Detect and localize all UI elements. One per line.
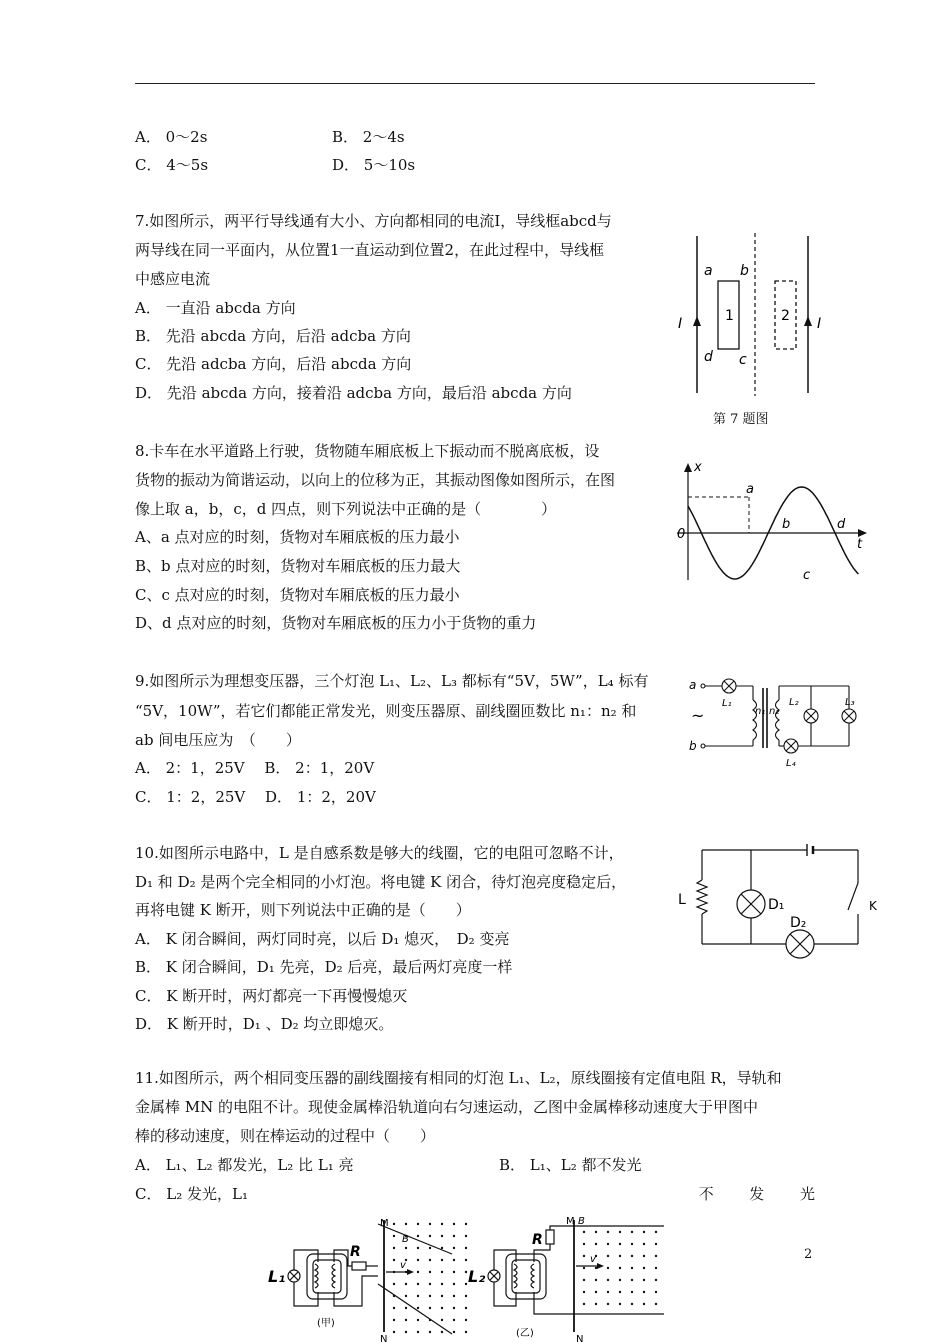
q6-option-a: A． 0～2s [135, 128, 208, 146]
q9-stem-2: “5V，10W”，若它们都能正常发光，则变压器原、副线圈匝数比 n₁：n₂ 和 [135, 702, 637, 720]
q8-label-a: a [746, 482, 754, 497]
field-dot [429, 1223, 431, 1225]
field-dot [631, 1279, 633, 1281]
field-dot [417, 1247, 419, 1249]
field-dot [607, 1303, 609, 1305]
field-dot [643, 1279, 645, 1281]
q9-label-L3: L₃ [845, 697, 855, 708]
field-dot [595, 1267, 597, 1269]
field-dot [441, 1295, 443, 1297]
q9-label-L2: L₂ [789, 697, 799, 708]
field-dot [393, 1307, 395, 1309]
field-dot [655, 1243, 657, 1245]
field-dot [619, 1243, 621, 1245]
q11-option-a: A． L₁、L₂ 都发光，L₂ 比 L₁ 亮 [135, 1156, 354, 1174]
q8-option-c: C、c 点对应的时刻，货物对车厢底板的压力最小 [135, 586, 460, 604]
field-dot [393, 1259, 395, 1261]
q11-option-c-row [135, 1184, 815, 1204]
q11-yi-velocity-arrow [597, 1263, 604, 1269]
q6-option-b: B． 2～4s [332, 128, 405, 146]
field-dot [429, 1259, 431, 1261]
field-dot [655, 1255, 657, 1257]
q11-jia-label-M: M [380, 1218, 389, 1229]
field-dot [453, 1331, 455, 1333]
field-dot [619, 1255, 621, 1257]
field-dot [643, 1291, 645, 1293]
field-dot [405, 1319, 407, 1321]
q11-jia-secondary-coil [315, 1264, 318, 1288]
field-dot [417, 1223, 419, 1225]
field-dot [393, 1331, 395, 1333]
q10-label-D1: D₁ [768, 897, 785, 913]
q8-label-x: x [694, 460, 702, 475]
field-dot [441, 1247, 443, 1249]
q10-stem-1: 10.如图所示电路中，L 是自感系数是够大的线圈，它的电阻可忽略不计， [135, 844, 624, 862]
field-dot [453, 1259, 455, 1261]
q9-terminal-b [701, 744, 705, 748]
field-dot [631, 1255, 633, 1257]
field-dot [583, 1303, 585, 1305]
q11-yi-label-M: M [566, 1216, 575, 1227]
field-dot [631, 1243, 633, 1245]
field-dot [619, 1303, 621, 1305]
field-dot [393, 1247, 395, 1249]
q7-option-d: D． 先沿 abcda 方向，接着沿 adcba 方向，最后沿 abcda 方向 [135, 384, 572, 402]
q11-option-c-char-1: 不 [698, 1185, 714, 1203]
field-dot [643, 1255, 645, 1257]
field-dot [607, 1255, 609, 1257]
field-dot [583, 1255, 585, 1257]
field-dot [655, 1279, 657, 1281]
field-dot [417, 1259, 419, 1261]
q9-terminal-a [701, 684, 705, 688]
field-dot [405, 1223, 407, 1225]
q11-figure-yi [466, 1214, 666, 1344]
q7-label-b: b [740, 263, 749, 279]
q8-label-t: t [857, 537, 863, 552]
field-dot [441, 1271, 443, 1273]
q8-figure [672, 458, 872, 583]
q7-option-b: B． 先沿 abcda 方向，后沿 adcba 方向 [135, 327, 411, 345]
q9-options-cd: C． 1：2，25V D． 1：2，20V [135, 788, 376, 806]
q11-yi-label-v: v [590, 1254, 596, 1265]
field-dot [429, 1283, 431, 1285]
field-dot [453, 1283, 455, 1285]
q11-yi-field-dots [583, 1231, 657, 1305]
q9-label-ac: ~ [691, 706, 705, 725]
q7-stem-3: 中感应电流 [135, 270, 211, 288]
field-dot [655, 1291, 657, 1293]
q11-stem-3: 棒的移动速度，则在棒运动的过程中（ ） [135, 1127, 436, 1145]
field-dot [453, 1307, 455, 1309]
q7-label-a: a [704, 263, 713, 279]
q8-option-b: B、b 点对应的时刻，货物对车厢底板的压力最大 [135, 557, 461, 575]
q10-option-c: C． K 断开时，两灯都亮一下再慢慢熄灭 [135, 987, 408, 1005]
field-dot [429, 1235, 431, 1237]
q11-option-b: B． L₁、L₂ 都不发光 [499, 1156, 642, 1174]
q9-label-n1: n₁ [755, 706, 766, 717]
q11-label-L1: L₁ [268, 1267, 286, 1286]
field-dot [453, 1247, 455, 1249]
field-dot [643, 1267, 645, 1269]
q11-option-c-char-2: 发 [749, 1185, 765, 1203]
header-rule [135, 83, 815, 84]
field-dot [583, 1291, 585, 1293]
q11-jia-primary-coil [332, 1264, 335, 1288]
field-dot [643, 1303, 645, 1305]
field-dot [607, 1243, 609, 1245]
q7-stem-1: 7.如图所示，两平行导线通有大小、方向都相同的电流I，导线框abcd与 [135, 212, 612, 230]
q10-stem-2: D₁ 和 D₂ 是两个完全相同的小灯泡。将电键 K 闭合，待灯泡亮度稳定后， [135, 873, 627, 891]
field-dot [595, 1291, 597, 1293]
field-dot [643, 1231, 645, 1233]
q9-figure [685, 670, 865, 770]
q9-options-ab: A． 2：1，25V B． 2：1，20V [135, 759, 375, 777]
field-dot [405, 1247, 407, 1249]
q7-label-pos2: 2 [781, 308, 790, 324]
field-dot [429, 1331, 431, 1333]
field-dot [417, 1319, 419, 1321]
field-dot [619, 1279, 621, 1281]
q11-stem-2: 金属棒 MN 的电阻不计。现使金属棒沿轨道向右匀速运动，乙图中金属棒移动速度大于甲图中 [135, 1098, 759, 1116]
q11-jia-rail-bottom [378, 1284, 452, 1334]
q11-yi-label-B: B [578, 1216, 585, 1227]
q7-figure [675, 228, 835, 403]
field-dot [453, 1223, 455, 1225]
q10-label-K: K [869, 899, 877, 913]
field-dot [619, 1267, 621, 1269]
q11-jia-label-v: v [400, 1260, 406, 1271]
field-dot [405, 1283, 407, 1285]
q9-label-L4: L₄ [786, 758, 796, 769]
q8-stem-1: 8.卡车在水平道路上行驶，货物随车厢底板上下振动而不脱离底板，设 [135, 442, 600, 460]
field-dot [631, 1231, 633, 1233]
q8-x-axis-arrow [684, 463, 692, 472]
q11-jia-label-B: B [402, 1234, 409, 1245]
field-dot [595, 1231, 597, 1233]
q11-yi-primary-coil [531, 1264, 534, 1288]
q9-label-b: b [689, 739, 697, 753]
field-dot [441, 1283, 443, 1285]
q11-jia-label-N: N [380, 1334, 388, 1344]
field-dot [393, 1235, 395, 1237]
field-dot [417, 1331, 419, 1333]
q8-label-d: d [837, 517, 846, 532]
q11-jia-rail-top [378, 1224, 452, 1254]
q7-option-a: A． 一直沿 abcda 方向 [135, 299, 296, 317]
q11-jia-caption: (甲) [317, 1318, 335, 1329]
field-dot [417, 1235, 419, 1237]
q11-jia-resistor-R [352, 1262, 366, 1270]
q10-stem-3: 再将电键 K 断开，则下列说法中正确的是（ ） [135, 901, 471, 919]
field-dot [417, 1283, 419, 1285]
field-dot [441, 1235, 443, 1237]
q11-yi-caption: (乙) [516, 1328, 534, 1339]
q7-left-current-arrow [693, 316, 701, 326]
q7-stem-2: 两导线在同一平面内，从位置1一直运动到位置2，在此过程中，导线框 [135, 241, 605, 259]
field-dot [453, 1235, 455, 1237]
field-dot [607, 1279, 609, 1281]
field-dot [417, 1307, 419, 1309]
field-dot [393, 1319, 395, 1321]
q7-label-pos1: 1 [725, 308, 734, 324]
field-dot [607, 1267, 609, 1269]
q10-option-b: B． K 闭合瞬间，D₁ 先亮，D₂ 后亮，最后两灯亮度一样 [135, 958, 513, 976]
field-dot [441, 1331, 443, 1333]
field-dot [441, 1223, 443, 1225]
field-dot [583, 1279, 585, 1281]
q11-jia-velocity-arrow [407, 1269, 414, 1275]
q8-t-axis-arrow [858, 529, 867, 537]
q8-option-a: A、a 点对应的时刻，货物对车厢底板的压力最小 [135, 528, 460, 546]
q11-stem-1: 11.如图所示，两个相同变压器的副线圈接有相同的灯泡 L₁、L₂，原线圈接有定值电阻 R，导轨和 [135, 1069, 782, 1087]
field-dot [655, 1267, 657, 1269]
q7-label-d: d [704, 349, 713, 365]
q7-label-I-right: I [817, 316, 822, 332]
field-dot [405, 1295, 407, 1297]
field-dot [607, 1231, 609, 1233]
q10-figure [672, 838, 887, 968]
field-dot [429, 1247, 431, 1249]
field-dot [619, 1231, 621, 1233]
field-dot [429, 1295, 431, 1297]
field-dot [441, 1307, 443, 1309]
q10-inductor-L [697, 880, 707, 914]
field-dot [453, 1319, 455, 1321]
q11-label-L2: L₂ [468, 1267, 486, 1286]
field-dot [583, 1231, 585, 1233]
q11-figure-jia [262, 1214, 477, 1344]
field-dot [595, 1303, 597, 1305]
field-dot [655, 1303, 657, 1305]
field-dot [583, 1243, 585, 1245]
field-dot [429, 1307, 431, 1309]
field-dot [583, 1267, 585, 1269]
q9-stem-3: ab 间电压应为 （ ） [135, 731, 301, 749]
field-dot [631, 1291, 633, 1293]
q7-option-c: C． 先沿 adcba 方向，后沿 abcda 方向 [135, 355, 412, 373]
q11-option-c-text: C． L₂ 发光，L₁ [135, 1185, 248, 1203]
page-number: 2 [804, 1247, 813, 1262]
field-dot [631, 1303, 633, 1305]
field-dot [393, 1223, 395, 1225]
field-dot [655, 1231, 657, 1233]
field-dot [595, 1279, 597, 1281]
field-dot [453, 1295, 455, 1297]
q9-stem-1: 9.如图所示为理想变压器，三个灯泡 L₁、L₂、L₃ 都标有“5V，5W”，L₄ 标有 [135, 672, 649, 690]
q8-label-c: c [803, 568, 811, 583]
field-dot [405, 1307, 407, 1309]
q10-label-D2: D₂ [790, 915, 807, 931]
field-dot [405, 1331, 407, 1333]
q11-yi-secondary-coil [514, 1264, 517, 1288]
field-dot [441, 1319, 443, 1321]
field-dot [631, 1267, 633, 1269]
field-dot [453, 1271, 455, 1273]
q9-label-L1: L₁ [722, 698, 732, 709]
q6-option-c: C． 4～5s [135, 156, 209, 174]
field-dot [607, 1291, 609, 1293]
q8-option-d: D、d 点对应的时刻，货物对车厢底板的压力小于货物的重力 [135, 614, 537, 632]
q10-label-L: L [678, 892, 686, 908]
field-dot [417, 1271, 419, 1273]
q7-right-current-arrow [804, 316, 812, 326]
q10-switch-K [848, 883, 858, 910]
q7-label-c: c [739, 352, 747, 368]
q11-yi-resistor-R [546, 1230, 554, 1244]
q8-stem-2: 货物的振动为简谐运动，以向上的位移为正，其振动图像如图所示，在图 [135, 471, 616, 489]
field-dot [417, 1295, 419, 1297]
q11-yi-label-R: R [532, 1232, 543, 1248]
field-dot [441, 1259, 443, 1261]
q8-stem-3: 像上取 a，b，c，d 四点，则下列说法中正确的是（ ） [135, 500, 557, 518]
field-dot [595, 1243, 597, 1245]
field-dot [619, 1291, 621, 1293]
q11-jia-label-R: R [350, 1244, 361, 1260]
field-dot [643, 1243, 645, 1245]
q9-label-n2: n₂ [769, 706, 780, 717]
field-dot [429, 1271, 431, 1273]
q11-option-c-char-3: 光 [799, 1185, 815, 1203]
q7-caption: 第 7 题图 [713, 412, 769, 427]
q11-yi-label-N: N [576, 1334, 584, 1344]
q7-label-I-left: I [678, 316, 683, 332]
q8-label-origin: 0 [677, 527, 686, 542]
field-dot [393, 1283, 395, 1285]
q6-option-d: D． 5～10s [332, 156, 416, 174]
q8-label-b: b [782, 517, 791, 532]
q10-option-d: D． K 断开时，D₁ 、D₂ 均立即熄灭。 [135, 1015, 394, 1033]
q10-option-a: A． K 闭合瞬间，两灯同时亮，以后 D₁ 熄灭， D₂ 变亮 [135, 930, 510, 948]
q9-label-a: a [689, 678, 697, 692]
